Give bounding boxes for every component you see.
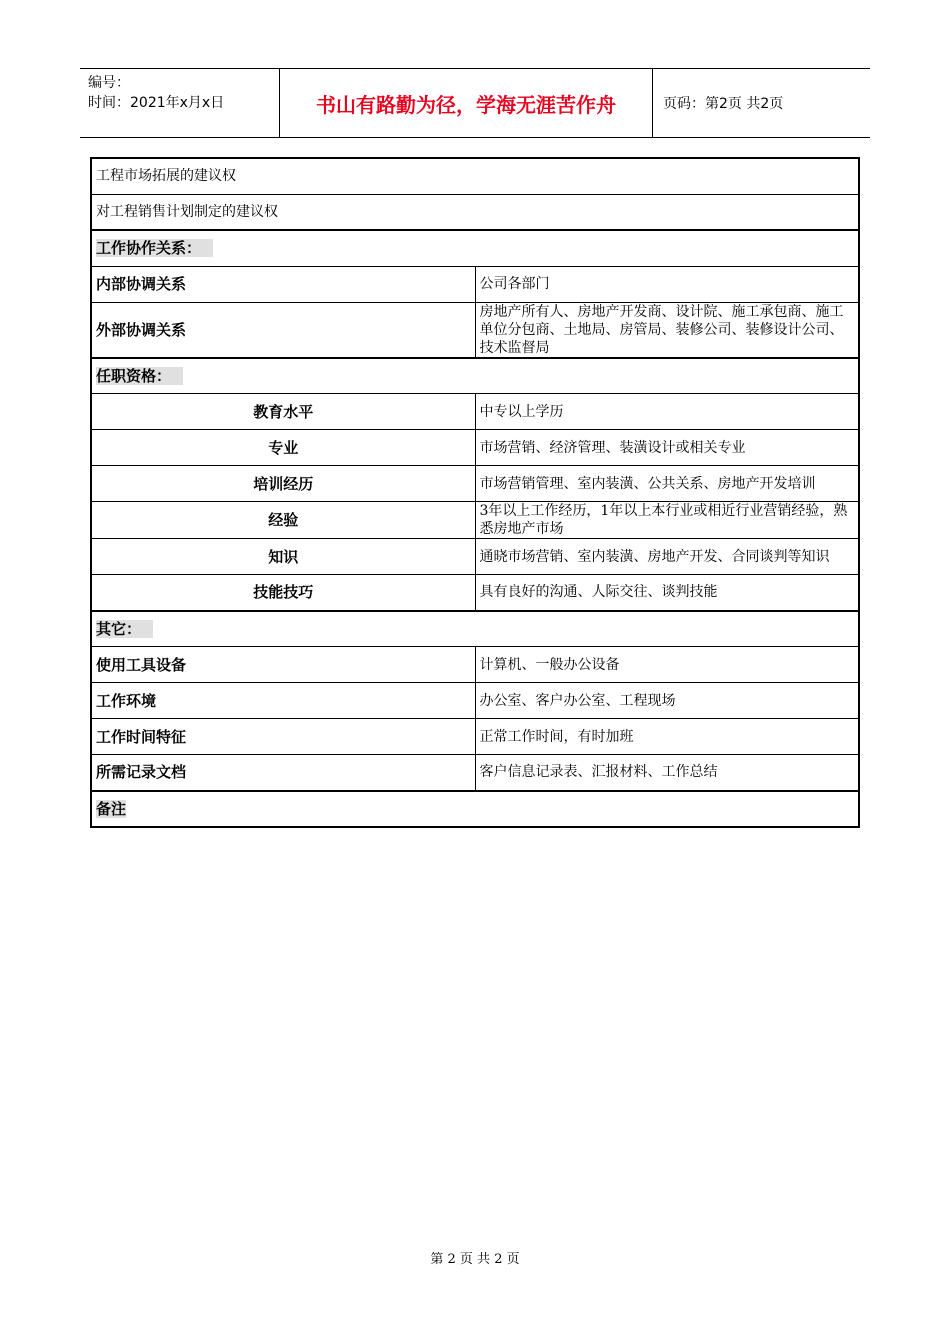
row-value: 公司各部门: [475, 266, 859, 302]
table-row: [91, 230, 859, 266]
header-meta: [80, 69, 280, 137]
header-motto: 书山有路勤为径，学海无涯苦作舟: [280, 69, 653, 137]
table-row: [91, 755, 859, 791]
page-header: [80, 68, 870, 138]
row-label: 知识: [91, 539, 475, 575]
table-row: [91, 502, 859, 539]
table-row: [91, 266, 859, 302]
table-row: [91, 358, 859, 394]
row-value: 房地产所有人、房地产开发商、设计院、施工承包商、施工单位分包商、土地局、房管局、装修公司、装修设计公司、技术监督局: [475, 302, 859, 358]
row-value: 计算机、一般办公设备: [475, 647, 859, 683]
right-item-1: 工程市场拓展的建议权: [91, 158, 859, 194]
table-row: [91, 539, 859, 575]
row-label: 技能技巧: [91, 575, 475, 611]
section-others: [91, 611, 859, 647]
row-label: 工作环境: [91, 683, 475, 719]
header-page-info: 页码：第2页 共2页: [663, 96, 784, 112]
row-label: 专业: [91, 430, 475, 466]
table-row: [91, 719, 859, 755]
row-value: 市场营销、经济管理、装潢设计或相关专业: [475, 430, 859, 466]
row-value: 中专以上学历: [475, 394, 859, 430]
document-time-label: 时间：2021年x月x日: [88, 95, 225, 111]
table-row: [91, 575, 859, 611]
row-value: 通晓市场营销、室内装潢、房地产开发、合同谈判等知识: [475, 539, 859, 575]
table-row: [91, 302, 859, 358]
table-row: [91, 394, 859, 430]
row-label: 培训经历: [91, 466, 475, 502]
section-title: 工作协作关系：: [96, 239, 213, 257]
table-row: [91, 611, 859, 647]
table-row: [91, 194, 859, 230]
section-title: 任职资格：: [96, 367, 183, 385]
row-label: 所需记录文档: [91, 755, 475, 791]
section-title: 其它：: [96, 620, 153, 638]
job-description-table: [90, 157, 860, 828]
remarks-row: [91, 791, 859, 827]
row-value: 正常工作时间，有时加班: [475, 719, 859, 755]
row-value: 客户信息记录表、汇报材料、工作总结: [475, 755, 859, 791]
row-value: 3年以上工作经历，1年以上本行业或相近行业营销经验，熟悉房地产市场: [475, 502, 859, 539]
table-row: [91, 466, 859, 502]
table-row: [91, 430, 859, 466]
section-qualifications: [91, 358, 859, 394]
table-row: [91, 647, 859, 683]
row-label: 使用工具设备: [91, 647, 475, 683]
row-label: 工作时间特征: [91, 719, 475, 755]
page-footer: 第 2 页 共 2 页: [430, 1252, 520, 1267]
row-label: 内部协调关系: [91, 266, 475, 302]
table-row: [91, 158, 859, 194]
row-value: 办公室、客户办公室、工程现场: [475, 683, 859, 719]
row-value: 市场营销管理、室内装潢、公共关系、房地产开发培训: [475, 466, 859, 502]
row-label: 外部协调关系: [91, 302, 475, 358]
section-collaboration: [91, 230, 859, 266]
right-item-2: 对工程销售计划制定的建议权: [91, 194, 859, 230]
row-label: 教育水平: [91, 394, 475, 430]
document-number-label: 编号：: [88, 75, 130, 91]
remarks-label: 备注: [96, 799, 127, 818]
table-row: [91, 683, 859, 719]
row-value: 具有良好的沟通、人际交往、谈判技能: [475, 575, 859, 611]
row-label: 经验: [91, 502, 475, 539]
table-row: [91, 791, 859, 827]
